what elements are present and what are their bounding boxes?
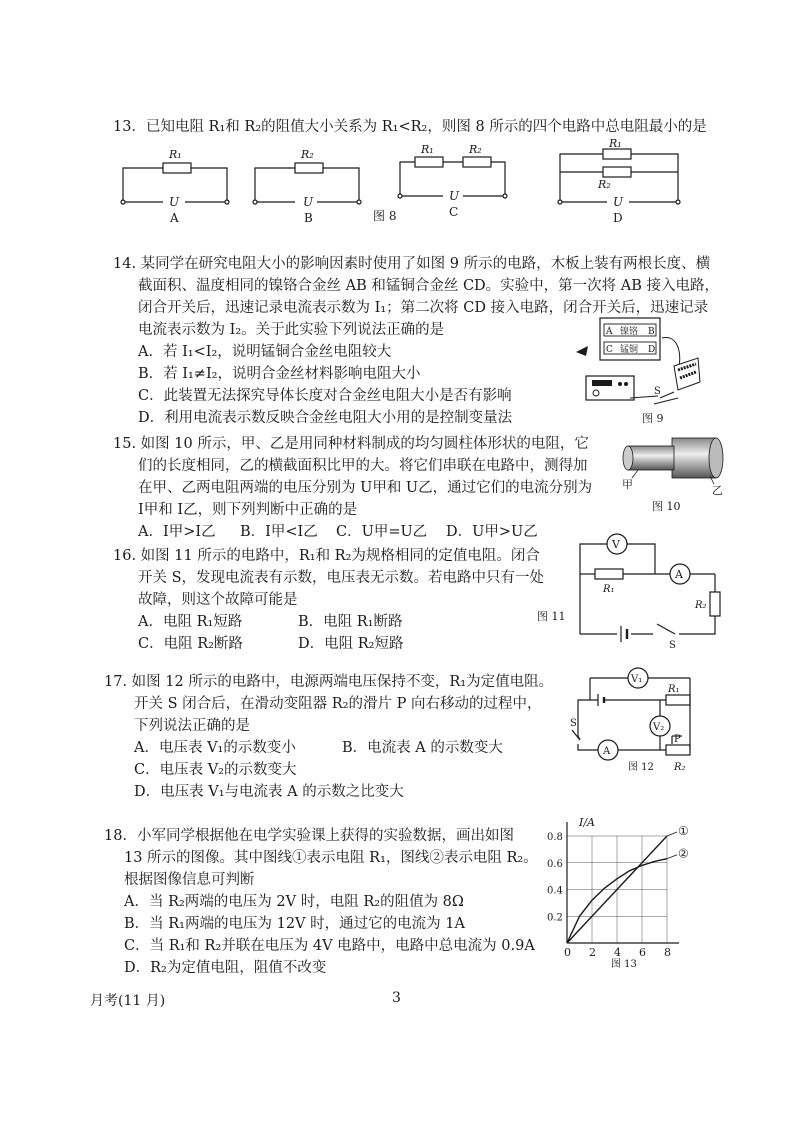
circuit-b-source: U [303, 195, 314, 209]
q14-option-d: D．利用电流表示数反映合金丝电阻大小用的是控制变量法 [138, 410, 513, 426]
y-tick-label: 0.4 [547, 885, 563, 897]
q15-line-1: 15. 如图 10 所示，甲、乙是用同种材料制成的均匀圆柱体形状的电阻，它 [113, 436, 589, 452]
x-tick-label: 8 [664, 946, 671, 959]
switch-label: S [669, 640, 676, 651]
q14-line-2: 截面积、温度相同的镍铬合金丝 AB 和锰铜合金丝 CD。实验中，第一次将 AB 接入电路， [138, 278, 720, 294]
r2-label: R₂ [695, 600, 707, 611]
chart-series [567, 824, 689, 943]
power-supply-icon [586, 376, 634, 400]
q15-option-c: C．U甲=U乙 [336, 524, 428, 540]
q17-option-c: C．电压表 V₂的示数变大 [134, 762, 297, 778]
v1-label: V₁ [631, 674, 643, 685]
p-label: P [674, 734, 681, 745]
circuit-b-resistor: R₂ [301, 148, 314, 161]
circuit-c-resistor-2: R₂ [469, 143, 482, 156]
q16-line-2: 开关 S，发现电流表有示数，电压表无示数。若电路中只有一处 [138, 570, 545, 586]
q17-line-3: 下列说法正确的是 [134, 718, 250, 734]
q15-line-4: I甲和 I乙，则下列判断中正确的是 [138, 502, 358, 518]
circuit-d-resistor-2: R₂ [598, 178, 611, 191]
board-c: C [606, 345, 613, 355]
q17-figure [568, 664, 698, 774]
r1-label: R₁ [603, 584, 615, 595]
q15-option-d: D．U甲>U乙 [446, 524, 538, 540]
circuit-d-source: U [613, 195, 624, 209]
q15-line-3: 在甲、乙两电阻两端的电压分别为 U甲和 U乙，通过它们的电流分别为 [138, 480, 593, 496]
q16-figure [535, 534, 725, 649]
board-d: D [648, 345, 656, 355]
q17-option-d: D．电压表 V₁与电流表 A 的示数之比变大 [134, 784, 404, 800]
q15-option-a: A．I甲>I乙 [138, 524, 216, 540]
x-tick-label: 4 [614, 946, 621, 959]
circuit-d-resistor-1: R₁ [609, 137, 622, 150]
q15-figure [610, 432, 730, 512]
q18-line-2: 13 所示的图像。其中图线①表示电阻 R₁，图线②表示电阻 R₂。 [124, 850, 538, 866]
ammeter-icon [674, 358, 700, 390]
chart-y-axis-label: I/A [579, 816, 595, 829]
q14-option-c: C．此装置无法探究导体长度对合金丝电阻大小是否有影响 [138, 388, 512, 404]
q16-line-1: 16. 如图 11 所示的电路中，R₁和 R₂为规格相同的定值电阻。闭合 [113, 548, 540, 564]
cylinder-yi [672, 438, 723, 478]
q18-option-b: B．当 R₁两端的电压为 12V 时，通过它的电流为 1A [124, 916, 465, 932]
q14-option-a: A．若 I₁<I₂，说明锰铜合金丝电阻较大 [138, 344, 392, 360]
board-a: A [606, 327, 613, 337]
q16-option-a: A．电阻 R₁短路 [138, 614, 243, 630]
y-tick-label: 0.2 [547, 912, 563, 924]
circuit-a-resistor: R₁ [169, 148, 182, 161]
y-tick-label: 0.6 [547, 858, 563, 870]
x-tick-label: 0 [564, 946, 571, 959]
series-label-2: ② [678, 846, 689, 861]
q15-option-b: B．I甲<I乙 [240, 524, 318, 540]
q18-line-3: 根据图像信息可判断 [124, 872, 255, 888]
switch-label: S [654, 386, 661, 397]
board-wire-ab: 镍铬 [620, 327, 639, 337]
q16-option-d: D．电阻 R₂短路 [298, 636, 404, 652]
circuit-c-resistor-1: R₁ [421, 143, 434, 156]
circuit-a-source: U [169, 195, 180, 209]
fig9-caption: 图 9 [642, 412, 664, 425]
circuit-d-label: D [613, 211, 623, 225]
ammeter-label: A [675, 568, 683, 581]
r1-label: R₁ [668, 684, 680, 695]
q18-option-c: C．当 R₁和 R₂并联在电压为 4V 电路中，电路中总电流为 0.9A [124, 938, 535, 954]
q14-line-1: 14. 某同学在研究电阻大小的影响因素时使用了如图 9 所示的电路，木板上装有两根长度、横 [113, 256, 711, 272]
q14-line-3: 闭合开关后，迅速记录电流表示数为 I₁；第二次将 CD 接入电路，闭合开关后，迅速记录 [138, 300, 709, 316]
circuit-b-label: B [304, 211, 313, 225]
r2-label: R₂ [674, 762, 686, 773]
q13-stem: 13．已知电阻 R₁和 R₂的阻值大小关系为 R₁<R₂，则图 8 所示的四个电路中总电阻最小的是 [113, 119, 707, 135]
q16-option-c: C．电阻 R₂断路 [138, 636, 243, 652]
page-number: 3 [392, 990, 401, 1006]
cylinder-jia [623, 446, 674, 470]
label-jia: 甲 [622, 478, 633, 491]
q18-option-d: D．R₂为定值电阻，阻值不改变 [124, 960, 327, 976]
q18-line-1: 18．小军同学根据他在电学实验课上获得的实验数据，画出如图 [104, 828, 514, 844]
circuit-a-label: A [170, 211, 179, 225]
footer-exam-name: 月考(11 月) [90, 993, 166, 1009]
q18-chart [545, 810, 705, 970]
q14-option-b: B．若 I₁≠I₂，说明合金丝材料影响电阻大小 [138, 366, 421, 382]
q13-figure [115, 137, 715, 235]
clip-icon [576, 346, 588, 356]
voltmeter-label: V [612, 538, 620, 551]
board-b: B [648, 327, 655, 337]
q16-line-3: 故障，则这个故障可能是 [138, 592, 298, 608]
v2-label: V₂ [653, 722, 665, 733]
q14-figure [570, 318, 700, 428]
fig13-caption: 图 13 [611, 959, 637, 970]
series-leader-1 [667, 832, 677, 836]
circuit-c-source: U [449, 189, 460, 203]
q17-line-2: 开关 S 闭合后，在滑动变阻器 R₂的滑片 P 向右移动的过程中， [134, 696, 542, 712]
series-leader-2 [667, 855, 677, 859]
q18-option-a: A．当 R₂两端的电压为 2V 时，电阻 R₂的阻值为 8Ω [124, 894, 464, 910]
switch-label: S [570, 718, 577, 729]
series-label-1: ① [678, 824, 689, 838]
label-yi: 乙 [712, 484, 723, 497]
q16-option-b: B．电阻 R₁断路 [298, 614, 403, 630]
q17-option-a: A．电压表 V₁的示数变小 [134, 740, 296, 756]
fig8-caption: 图 8 [373, 209, 397, 223]
fig12-caption: 图 12 [628, 762, 654, 773]
fig10-caption: 图 10 [652, 500, 681, 513]
x-tick-label: 2 [589, 946, 596, 959]
x-tick-label: 6 [639, 946, 646, 959]
circuit-c-label: C [449, 205, 459, 219]
q14-line-4: 电流表示数为 I₂。关于此实验下列说法正确的是 [138, 322, 445, 338]
q17-option-b: B．电流表 A 的示数变大 [342, 740, 503, 756]
y-tick-label: 0.8 [547, 832, 563, 843]
board-wire-cd: 锰铜 [620, 345, 639, 355]
q15-line-2: 们的长度相同，乙的横截面积比甲的大。将它们串联在电路中，测得加 [138, 458, 588, 474]
fig11-caption: 图 11 [537, 610, 566, 623]
q17-line-1: 17. 如图 12 所示的电路中，电源两端电压保持不变，R₁为定值电阻。 [104, 674, 554, 690]
ammeter-label: A [603, 746, 611, 757]
